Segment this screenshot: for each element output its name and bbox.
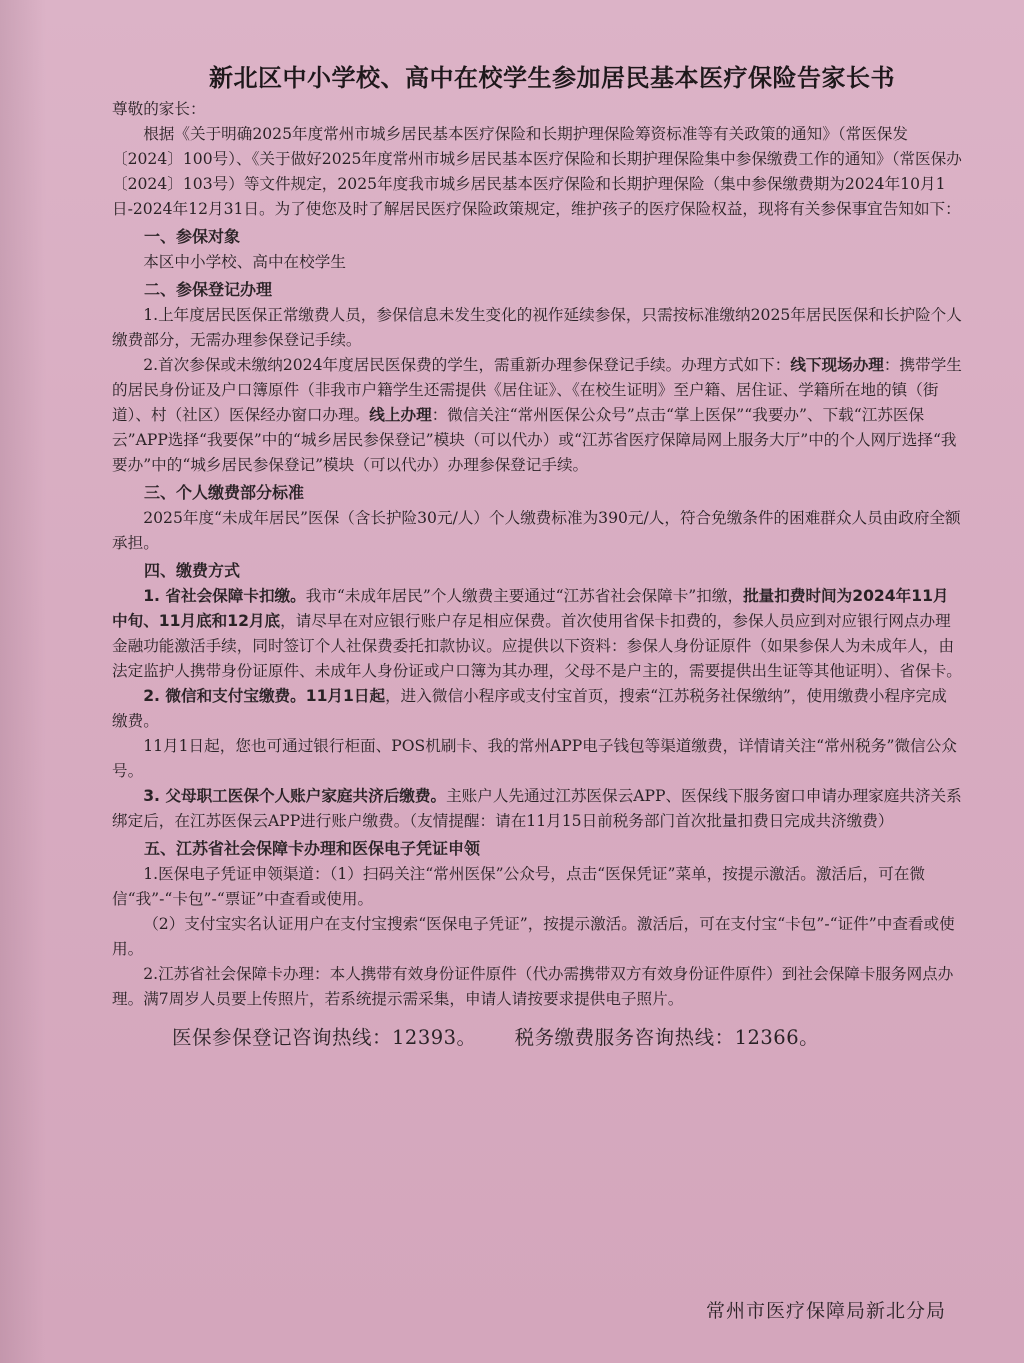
section-5-item-1: 1.医保电子凭证申领渠道：（1）扫码关注“常州医保”公众号，点击“医保凭证”菜单，按提示激活。激活后，可在微信“我”-“卡包”-“票证”中查看或使用。 (112, 865, 925, 908)
online-label: 线上办理 (369, 406, 432, 424)
section-4-item-2-note: 11月1日起，您也可通过银行柜面、POS机刷卡、我的常州APP电子钱包等渠道缴费，详情请关注“常州税务”微信公众号。 (112, 737, 957, 780)
section-5-item-1-alipay: （2）支付宝实名认证用户在支付宝搜索“医保电子凭证”，按提示激活。激活后，可在支付宝“卡包”-“证件”中查看或使用。 (112, 915, 955, 958)
section-4-item-1: 1. 省社会保障卡扣缴。我市“未成年居民”个人缴费主要通过“江苏省社会保障卡”扣缴，批量扣费时间为2024年11月中旬、11月底和12月底，请尽早在对应银行账户存足相应保费。首次使用省保卡扣费的，参保人员应到对应银行网点办理金融功能激活手续，同时签订个人社保费委托扣款协议。应提供以下资料：参保人身份证原件（如果参保人为未成年人，由法定监护人携带身份证原件、未成年人身份证或户口簿为其办理，父母不是户主的，需要提供出生证等其他证明）、省保卡。 (112, 587, 962, 680)
section-4-heading: 四、缴费方式 (144, 561, 241, 580)
salutation: 尊敬的家长： (112, 100, 206, 118)
hotline-line (172, 1022, 962, 1050)
section-2-heading: 二、参保登记办理 (144, 280, 273, 299)
tax-hotline-number: 12366。 (734, 1026, 820, 1049)
document-title: 新北区中小学校、高中在校学生参加居民基本医疗保险告家长书 (209, 64, 895, 92)
section-4-item-3: 3. 父母职工医保个人账户家庭共济后缴费。主账户人先通过江苏医保云APP、医保线下服务窗口申请办理家庭共济关系绑定后，在江苏医保云APP进行账户缴费。（友情提醒：请在11月15日前税务部门首次批量扣费日完成共济缴费） (112, 787, 962, 830)
section-1-body: 本区中小学校、高中在校学生 (143, 253, 346, 271)
registration-hotline-label: 医保参保登记咨询热线： (172, 1026, 393, 1049)
section-2-item-2: 2.首次参保或未缴纳2024年度居民医保费的学生，需重新办理参保登记手续。办理方式如下：线下现场办理：携带学生的居民身份证及户口簿原件（非我市户籍学生还需提供《居住证》、《在校生证明》至户籍、居住证、学籍所在地的镇（街道）、村（社区）医保经办窗口办理。线上办理：微信关注“常州医保公众号”点击“掌上医保”“我要办”、下载“江苏医保云”APP选择“我要保”中的“城乡居民参保登记”模块（可以代办）或“江苏省医疗保障局网上服务大厅”中的个人网厅选择“我要办”中的“城乡居民参保登记”模块（可以代办）办理参保登记手续。 (112, 356, 962, 474)
tax-hotline-label: 税务缴费服务咨询热线： (514, 1026, 735, 1049)
section-2-item-1: 1.上年度居民医保正常缴费人员，参保信息未发生变化的视作延续参保，只需按标准缴纳2025年居民医保和长护险个人缴费部分，无需办理参保登记手续。 (112, 306, 962, 349)
intro-paragraph: 根据《关于明确2025年度常州市城乡居民基本医疗保险和长期护理保险筹资标准等有关政策的通知》（常医保发〔2024〕100号）、《关于做好2025年度常州市城乡居民基本医疗保险和长期护理保险集中参保缴费工作的通知》（常医保办〔2024〕103号）等文件规定，2025年度我市城乡居民基本医疗保险和长期护理保险（集中参保缴费期为2024年10月1日-2024年12月31日。为了使您及时了解居民医疗保险政策规定，维护孩子的医疗保险权益，现将有关参保事宜告知如下： (112, 125, 962, 218)
issuer-signature: 常州市医疗保障局新北分局 (705, 1300, 946, 1322)
section-3-heading: 三、个人缴费部分标准 (144, 483, 305, 502)
section-5-heading: 五、江苏省社会保障卡办理和医保电子凭证申领 (144, 839, 481, 858)
section-3-body: 2025年度“未成年居民”医保（含长护险30元/人）个人缴费标准为390元/人，符合免缴条件的困难群众人员由政府全额承担。 (112, 509, 961, 552)
registration-hotline-number: 12393。 (392, 1026, 477, 1049)
section-5-item-2: 2.江苏省社会保障卡办理：本人携带有效身份证件原件（代办需携带双方有效身份证件原件）到社会保障卡服务网点办理。满7周岁人员要上传照片，若系统提示需采集，申请人请按要求提供电子照片。 (112, 965, 954, 1008)
section-4-item-2: 2. 微信和支付宝缴费。11月1日起，进入微信小程序或支付宝首页，搜索“江苏税务社保缴纳”，使用缴费小程序完成缴费。 (112, 687, 947, 730)
section-1-heading: 一、参保对象 (144, 227, 241, 246)
offline-label: 线下现场办理 (790, 356, 884, 374)
